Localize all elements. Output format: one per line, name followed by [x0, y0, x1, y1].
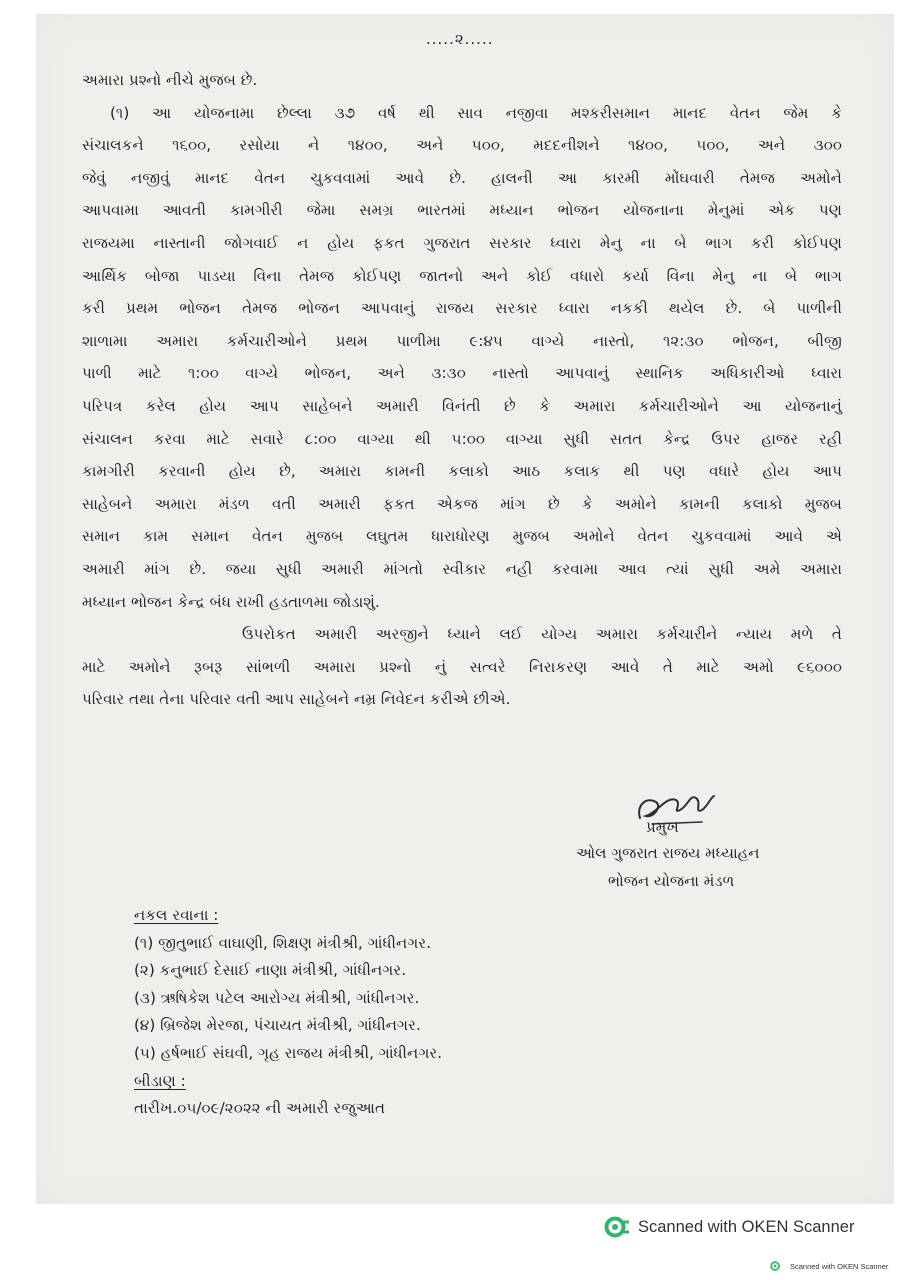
cc-item: (૫) હર્ષભાઈ સંઘવી, ગૃહ રાજય મંત્રીશ્રી, ગાંધીનગર.: [134, 1043, 443, 1062]
scanner-watermark-text: Scanned with OKEN Scanner: [638, 1217, 855, 1236]
cc-heading: નકલ રવાના :: [134, 906, 219, 924]
enclosure-heading: બીડાણ :: [134, 1071, 186, 1090]
para1-line: સાહેબને અમારા મંડળ વતી અમારી ફકત એકજ માંગ છે કે અમોને કામની કલાકો મુજબ: [82, 494, 842, 513]
para1-line: સંચાલન કરવા માટે સવારે ૮:૦૦ વાગ્યા થી ૫:૦૦ વાગ્યા સુધી સતત કેન્દ્ર ઉપર હાજર રહી: [82, 429, 842, 448]
para1-line: રાજયમા નાસ્તાની જોગવાઈ ન હોય ફકત ગુજરાત સરકાર ધ્વારા મેનુ ના બે ભાગ કરી કોઈપણ: [82, 233, 842, 252]
cc-item: (૪) બ્રિજેશ મેરજા, પંચાયત મંત્રીશ્રી, ગાંધીનગર.: [134, 1016, 421, 1035]
scanner-watermark: [604, 1216, 854, 1238]
para1-line: કરી પ્રથમ ભોજન તેમજ ભોજન આપવાનું રાજય સરકાર ધ્વારા નકકી થયેલ છે. બે પાળીની: [82, 299, 842, 318]
para1-line: જેવું નજીવું માનદ વેતન ચુકવવામાં આવે છે. હાલની આ કારમી મોંઘવારી તેમજ અમોને: [82, 168, 842, 187]
para1-last-line: મધ્યાન ભોજન કેન્દ્ર બંધ રાખી હડતાળમા જોડાશું.: [82, 592, 380, 611]
cc-item: (૧) જીતુભાઈ વાઘાણી, શિક્ષણ મંત્રીશ્રી, ગાંધીનગર.: [134, 933, 432, 952]
para1-line: શાળામા અમારા કર્મચારીઓને પ્રથમ પાળીમા ૯:૪૫ વાગ્યે નાસ્તો, ૧૨:૩૦ ભોજન, બીજી: [82, 331, 842, 350]
organization-name-line1: ઓલ ગુજરાત રાજય મધ્યાહન: [576, 844, 760, 862]
letter-body: [82, 64, 842, 716]
oken-scanner-logo-small-icon: [770, 1261, 782, 1271]
copy-to-list: [134, 902, 442, 1123]
para1-line: સમાન કામ સમાન વેતન મુજબ લઘુતમ ધારાધોરણ મુજબ અમોને વેતન ચુકવવામાં આવે એ: [82, 527, 842, 546]
organization-name-line2: ભોજન યોજના મંડળ: [608, 872, 735, 890]
para1-line: પાળી માટે ૧:૦૦ વાગ્યે ભોજન, અને ૩:૩૦ નાસ્તો આપવાનું સ્થાનિક અધિકારીઓ ધ્વારા: [82, 364, 842, 383]
page-number: .....૨.....: [426, 30, 494, 48]
para2-last-line: પરિવાર તથા તેના પરિવાર વતી આપ સાહેબને નમ્ર નિવેદન કરીએ છીએ.: [82, 690, 511, 709]
scanner-watermark-small: [770, 1261, 888, 1271]
para1-line: પરિપત્ર કરેલ હોય આપ સાહેબને અમારી વિનંતી છે કે અમારા કર્મચારીઓને આ યોજનાનું: [82, 396, 842, 415]
para2-line: ઉપરોકત અમારી અરજીને ધ્યાને લઈ યોગ્ય અમારા કર્મચારીને ન્યાય મળે તે: [242, 625, 842, 644]
para1-line: આર્થિક બોજા પાડયા વિના તેમજ કોઈપણ જાતનો અને કોઈ વધારો કર્યા વિના મેનુ ના બે ભાગ: [82, 266, 842, 285]
para1-line: અમારી માંગ છે. જયા સુધી અમારી માંગતો સ્વીકાર નહી કરવામા આવ ત્યાં સુધી અમે અમારા: [82, 559, 842, 578]
para1-line: આપવામા આવતી કામગીરી જેમા સમગ્ર ભારતમાં મધ્યાન ભોજન યોજનાના મેનુમાં એક પણ: [82, 201, 842, 220]
para2-line: માટે અમોને રૂબરૂ સાંભળી અમારા પ્રશ્નો નું સત્વરે નિરાકરણ આવે તે માટે અમો ૯૬૦૦૦: [82, 657, 842, 676]
cc-item: (૩) ઋષિકેશ પટેલ આરોગ્ય મંત્રીશ્રી, ગાંધીનગર.: [134, 988, 420, 1007]
oken-scanner-logo-icon: [604, 1216, 630, 1238]
para1-line: કામગીરી કરવાની હોય છે, અમારા કામની કલાકો આઠ કલાક થી પણ વધારે હોય આપ: [82, 462, 842, 481]
signature-title: પ્રમુખ: [646, 818, 679, 836]
para1-line: સંચાલકને ૧૬૦૦, રસોયા ને ૧૪૦૦, અને ૫૦૦, મદદનીશને ૧૪૦૦, ૫૦૦, અને ૩૦૦: [82, 136, 842, 155]
scanner-watermark-small-text: Scanned with OKEN Scanner: [790, 1261, 889, 1271]
para1-line: (૧) આ યોજનામા છેલ્લા ૩૭ વર્ષ થી સાવ નજીવા મશ્કરીસમાન માનદ વેતન જેમ કે: [110, 103, 842, 122]
cc-item: (૨) કનુભાઈ દેસાઈ નાણા મંત્રીશ્રી, ગાંધીનગર.: [134, 961, 407, 980]
intro-line: અમારા પ્રશ્નો નીચે મુજબ છે.: [82, 71, 258, 89]
enclosure-date-line: તારીખ.૦૫/૦૯/૨૦૨૨ ની અમારી રજુઆત: [134, 1099, 386, 1118]
